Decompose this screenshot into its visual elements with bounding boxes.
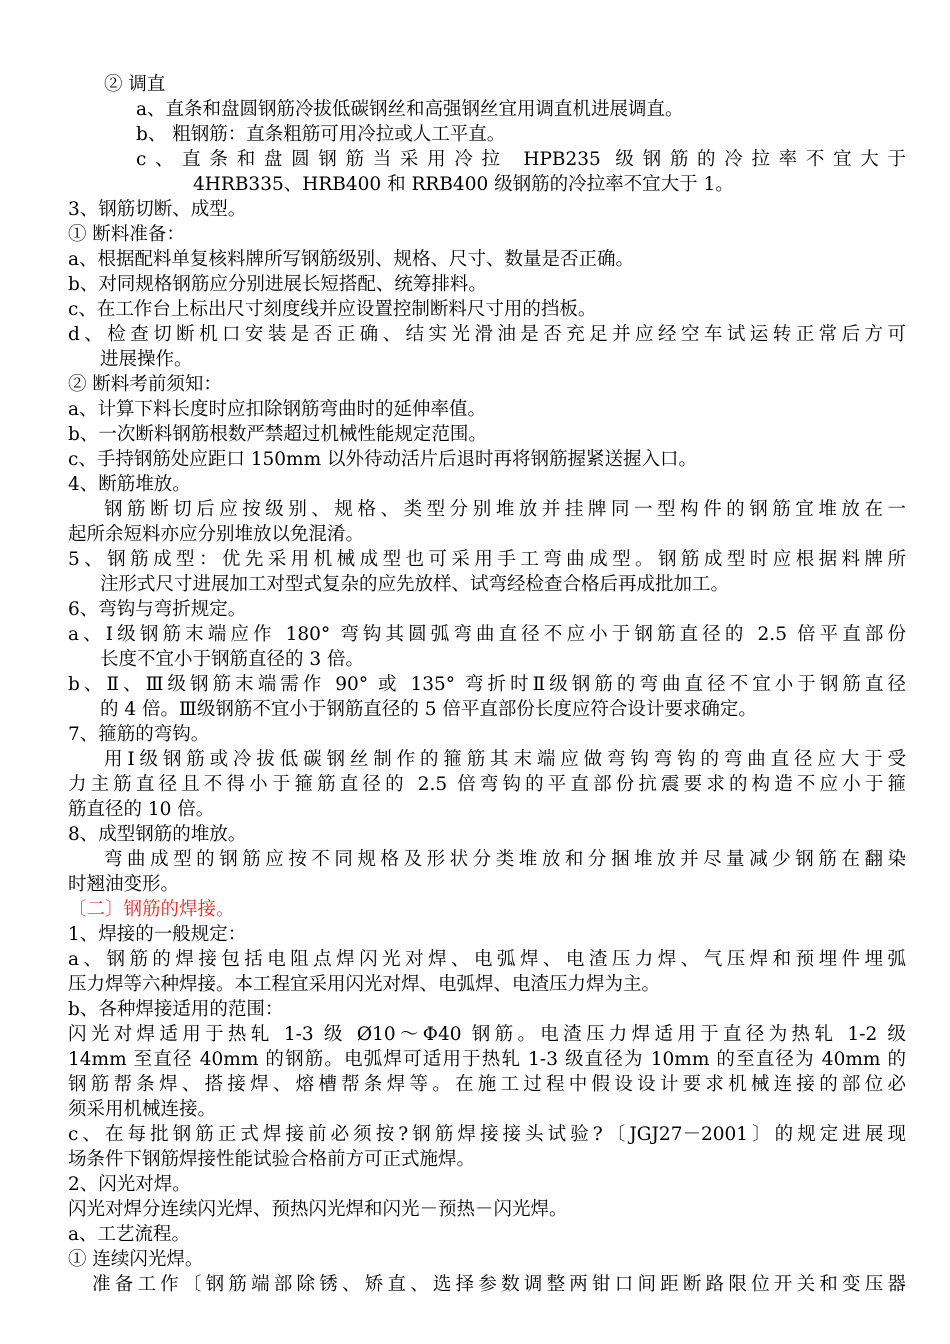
text-line: 的 4 倍。Ⅲ级钢筋不宜小于钢筋直径的 5 倍平直部份长度应符合设计要求确定。 [100,699,757,720]
text-line: 钢筋断切后应按级别、规格、类型分别堆放并挂牌同一型构件的钢筋宜堆放在一 [104,499,906,520]
text-line: 须采用机械连接。 [68,1099,217,1120]
text-line: 起所余短料亦应分别堆放以免混淆。 [68,524,365,545]
section-heading: 〔二〕钢筋的焊接。 [68,899,235,920]
text-line: 6、弯钩与弯折规定。 [68,599,247,620]
text-line: b、对同规格钢筋应分别进展长短搭配、统筹排料。 [68,274,487,295]
text-line: a、计算下料长度时应扣除钢筋弯曲时的延伸率值。 [68,399,487,420]
text-line: c、手持钢筋处应距口 150mm 以外待动活片后退时再将钢筋握紧送握入口。 [68,449,698,470]
text-line: b、Ⅱ、Ⅲ级钢筋末端需作 90° 或 135° 弯折时Ⅱ级钢筋的弯曲直径不宜小于钢筋直径 [68,674,906,695]
text-line: c、直条和盘圆钢筋当采用冷拉 HPB235 级钢筋的冷拉率不宜大于 [136,149,906,170]
text-line: ① 断料准备： [68,224,185,245]
text-line: 用Ⅰ级钢筋或冷拔低碳钢丝制作的箍筋其末端应做弯钩弯钩的弯曲直径应大于受 [104,749,906,770]
text-line: ② 断料考前须知： [68,374,222,395]
text-line: a、钢筋的焊接包括电阻点焊闪光对焊、电弧焊、电渣压力焊、气压焊和预埋件埋弧 [68,949,906,970]
text-line: c、在每批钢筋正式焊接前必须按?钢筋焊接接头试验?〔JGJ27－2001〕的规定进展现 [68,1124,906,1145]
text-line: a、根据配料单复核料牌所写钢筋级别、规格、尺寸、数量是否正确。 [68,249,635,270]
text-line: b、 粗钢筋：直条粗筋可用冷拉或人工平直。 [136,124,506,145]
text-line: 4HRB335、HRB400 和 RRB400 级钢筋的冷拉率不宜大于 1。 [193,174,734,195]
text-line: a、Ⅰ级钢筋末端应作 180° 弯钩其圆弧弯曲直径不应小于钢筋直径的 2.5 倍平直部份 [68,624,906,645]
text-line: d、检查切断机口安装是否正确、结实光滑油是否充足并应经空车试运转正常后方可 [68,324,906,345]
text-line: 筋直径的 10 倍。 [68,799,215,820]
text-line: 力主筋直径且不得小于箍筋直径的 2.5 倍弯钩的平直部份抗震要求的构造不应小于箍 [68,774,906,795]
text-line: 钢筋帮条焊、搭接焊、熔槽帮条焊等。在施工过程中假设设计要求机械连接的部位必 [68,1074,906,1095]
text-line: 7、箍筋的弯钩。 [68,724,210,745]
text-line: 闪光对焊分连续闪光焊、预热闪光焊和闪光－预热－闪光焊。 [68,1199,568,1220]
text-line: ② 调直 [104,74,166,95]
text-line: 弯曲成型的钢筋应按不同规格及形状分类堆放和分捆堆放并尽量减少钢筋在翻染 [104,849,906,870]
text-line: 3、钢筋切断、成型。 [68,199,247,220]
text-line: 闪光对焊适用于热轧 1-3 级 Ø10～Φ40 钢筋。电渣压力焊适用于直径为热轧 1-2 级 [68,1024,906,1045]
text-line: 4、断筋堆放。 [68,474,191,495]
text-line: a、直条和盘圆钢筋冷拔低碳钢丝和高强钢丝宜用调直机进展调直。 [136,99,684,120]
text-line: 14mm 至直径 40mm 的钢筋。电弧焊可适用于热轧 1-3 级直径为 10mm 的至直径为 40mm 的 [68,1049,906,1070]
text-line: 准备工作〔钢筋端部除锈、矫直、选择参数调整两钳口间距断路限位开关和变压器 [92,1274,906,1295]
text-line: 1、焊接的一般规定： [68,924,247,945]
text-line: 8、成型钢筋的堆放。 [68,824,247,845]
text-line: 2、闪光对焊。 [68,1174,191,1195]
text-line: 长度不宜小于钢筋直径的 3 倍。 [100,649,365,670]
text-line: 压力焊等六种焊接。本工程宜采用闪光对焊、电弧焊、电渣压力焊为主。 [68,974,661,995]
text-line: 场条件下钢筋焊接性能试验合格前方可正式施焊。 [68,1149,476,1170]
text-line: ① 连续闪光焊。 [68,1249,204,1270]
text-line: 注形式尺寸进展加工对型式复杂的应先放样、试弯经检查合格后再成批加工。 [100,574,730,595]
text-line: a、工艺流程。 [68,1224,191,1245]
text-line: b、一次断料钢筋根数严禁超过机械性能规定范围。 [68,424,487,445]
text-line: 时翘油变形。 [68,874,180,895]
text-line: b、各种焊接适用的范围： [68,999,284,1020]
text-line: c、在工作台上标出尺寸刻度线并应设置控制断料尺寸用的挡板。 [68,299,597,320]
text-line: 5、钢筋成型：优先采用机械成型也可采用手工弯曲成型。钢筋成型时应根据料牌所 [68,549,906,570]
text-line: 进展操作。 [100,349,193,370]
